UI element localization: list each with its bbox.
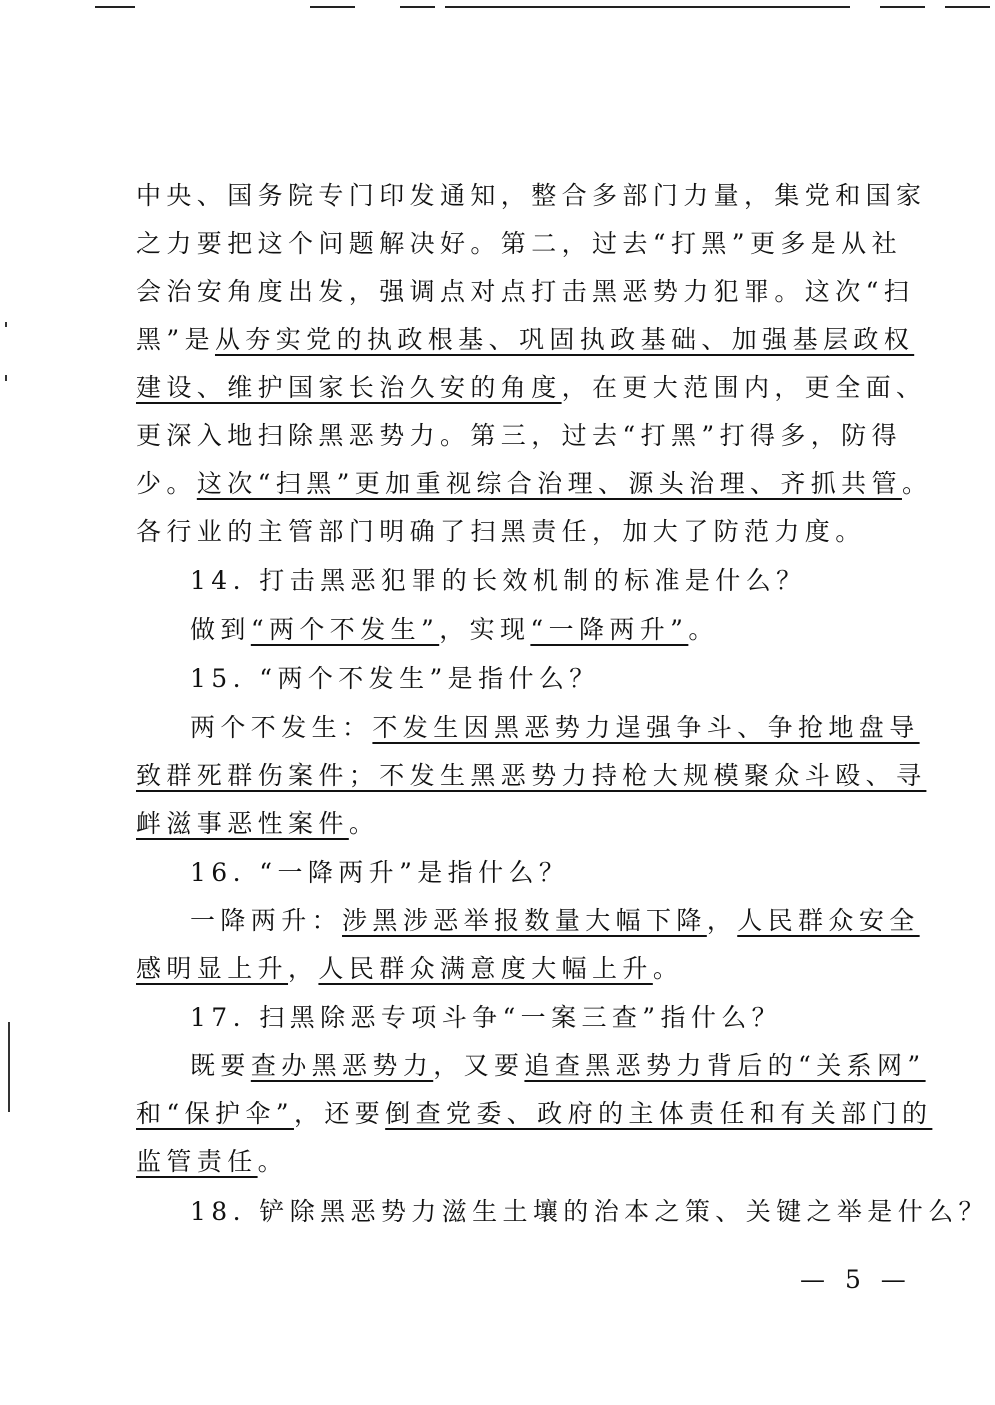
text-line <box>136 1146 881 1178</box>
text-segment: 更深入地扫除黑恶势力。第三，过去“打黑”打得多，防得 <box>136 421 902 450</box>
text-line <box>190 712 920 744</box>
underlined-text: 倒查党委、政府的主体责任和有关部门的 <box>385 1099 933 1128</box>
top-rule <box>945 6 990 8</box>
text-line <box>136 276 915 308</box>
text-segment: 。 <box>348 809 380 838</box>
text-segment: 。 <box>688 615 719 644</box>
text-segment: 少。 <box>136 469 197 498</box>
underlined-text: 衅滋事恶性案件 <box>136 809 349 838</box>
text-segment: 17. 扫黑除恶专项斗争“一案三查”指什么？ <box>190 1003 783 1032</box>
text-segment: 既要 <box>190 1051 251 1080</box>
text-line <box>190 1050 926 1082</box>
underlined-text: 查办黑恶势力 <box>250 1051 434 1080</box>
underlined-text: 这次“扫黑”更加重视综合治理、源头治理、齐抓共管 <box>196 469 902 498</box>
top-rule <box>880 6 925 8</box>
text-segment: ， <box>288 954 319 983</box>
top-rule <box>95 6 135 8</box>
text-line <box>190 857 880 889</box>
text-segment: 18. 铲除黑恶势力滋生土壤的治本之策、关键之举是什么？ <box>190 1197 989 1226</box>
text-line <box>136 324 915 356</box>
text-segment: 中央、国务院专门印发通知，整合多部门力量，集党和国家 <box>136 181 927 210</box>
text-segment: ，在更大范围内，更全面、 <box>561 373 927 402</box>
underlined-text: 感明显上升 <box>136 954 289 983</box>
underlined-text: 建设、维护国家长治久安的角度 <box>136 373 562 402</box>
text-segment: 两个不发生： <box>190 713 373 742</box>
text-line <box>136 372 927 404</box>
underlined-text: 致群死群伤案件；不发生黑恶势力持枪大规模聚众斗殴、寻 <box>136 761 927 790</box>
underlined-text: 人民群众满意度大幅上升 <box>318 954 653 983</box>
text-segment: ，又要 <box>433 1051 525 1080</box>
text-segment: ，还要 <box>293 1099 386 1128</box>
text-segment: 会治安角度出发，强调点对点打击黑恶势力犯罪。这次“扫 <box>136 277 915 306</box>
text-line <box>136 468 933 500</box>
top-rule <box>400 6 435 8</box>
text-line <box>190 1002 880 1034</box>
text-segment: 做到 <box>190 615 251 644</box>
text-segment: 之力要把这个问题解决好。第二，过去“打黑”更多是从社 <box>136 229 902 258</box>
text-line <box>136 1098 933 1130</box>
underlined-text: 从夯实党的执政根基、巩固执政基础、加强基层政权 <box>214 325 915 354</box>
text-line <box>190 565 880 597</box>
text-line <box>136 516 881 548</box>
scan-mark <box>8 1022 10 1112</box>
top-rule <box>445 6 850 8</box>
text-segment: 一降两升： <box>190 906 343 935</box>
page-number: — 5 — <box>800 1265 912 1294</box>
underlined-text: “一降两升” <box>530 615 689 644</box>
text-line <box>136 420 902 452</box>
underlined-text: 涉黑涉恶举报数量大幅下降 <box>342 906 707 935</box>
underlined-text: “两个不发生” <box>250 615 440 644</box>
underlined-text: 监管责任 <box>136 1147 258 1176</box>
text-segment: 。 <box>257 1147 289 1176</box>
underlined-text: 追查黑恶势力背后的“关系网” <box>524 1051 926 1080</box>
text-segment: ，实现 <box>439 615 531 644</box>
text-segment: 16. “一降两升”是指什么？ <box>190 858 570 887</box>
text-line <box>136 228 902 260</box>
text-line <box>136 808 881 840</box>
text-line <box>190 614 880 646</box>
text-segment: 各行业的主管部门明确了扫黑责任，加大了防范力度。 <box>136 517 866 546</box>
text-segment: 14. 打击黑恶犯罪的长效机制的标准是什么？ <box>190 566 807 595</box>
scan-mark <box>5 322 7 327</box>
text-segment: ， <box>706 906 738 935</box>
text-line <box>136 760 927 792</box>
underlined-text: 不发生因黑恶势力逞强争斗、争抢地盘导 <box>372 713 920 742</box>
text-line <box>136 180 927 212</box>
underlined-text: 和“保护伞” <box>136 1099 294 1128</box>
text-segment: 黑”是 <box>136 325 215 354</box>
text-line <box>136 953 881 985</box>
scan-mark <box>5 375 7 381</box>
text-segment: 15. “两个不发生”是指什么？ <box>190 664 600 693</box>
text-line <box>190 905 920 937</box>
top-rule <box>310 6 355 8</box>
text-line <box>190 1196 989 1228</box>
text-segment: 。 <box>901 469 933 498</box>
text-line <box>190 663 880 695</box>
underlined-text: 人民群众安全 <box>737 906 920 935</box>
text-segment: 。 <box>652 954 684 983</box>
